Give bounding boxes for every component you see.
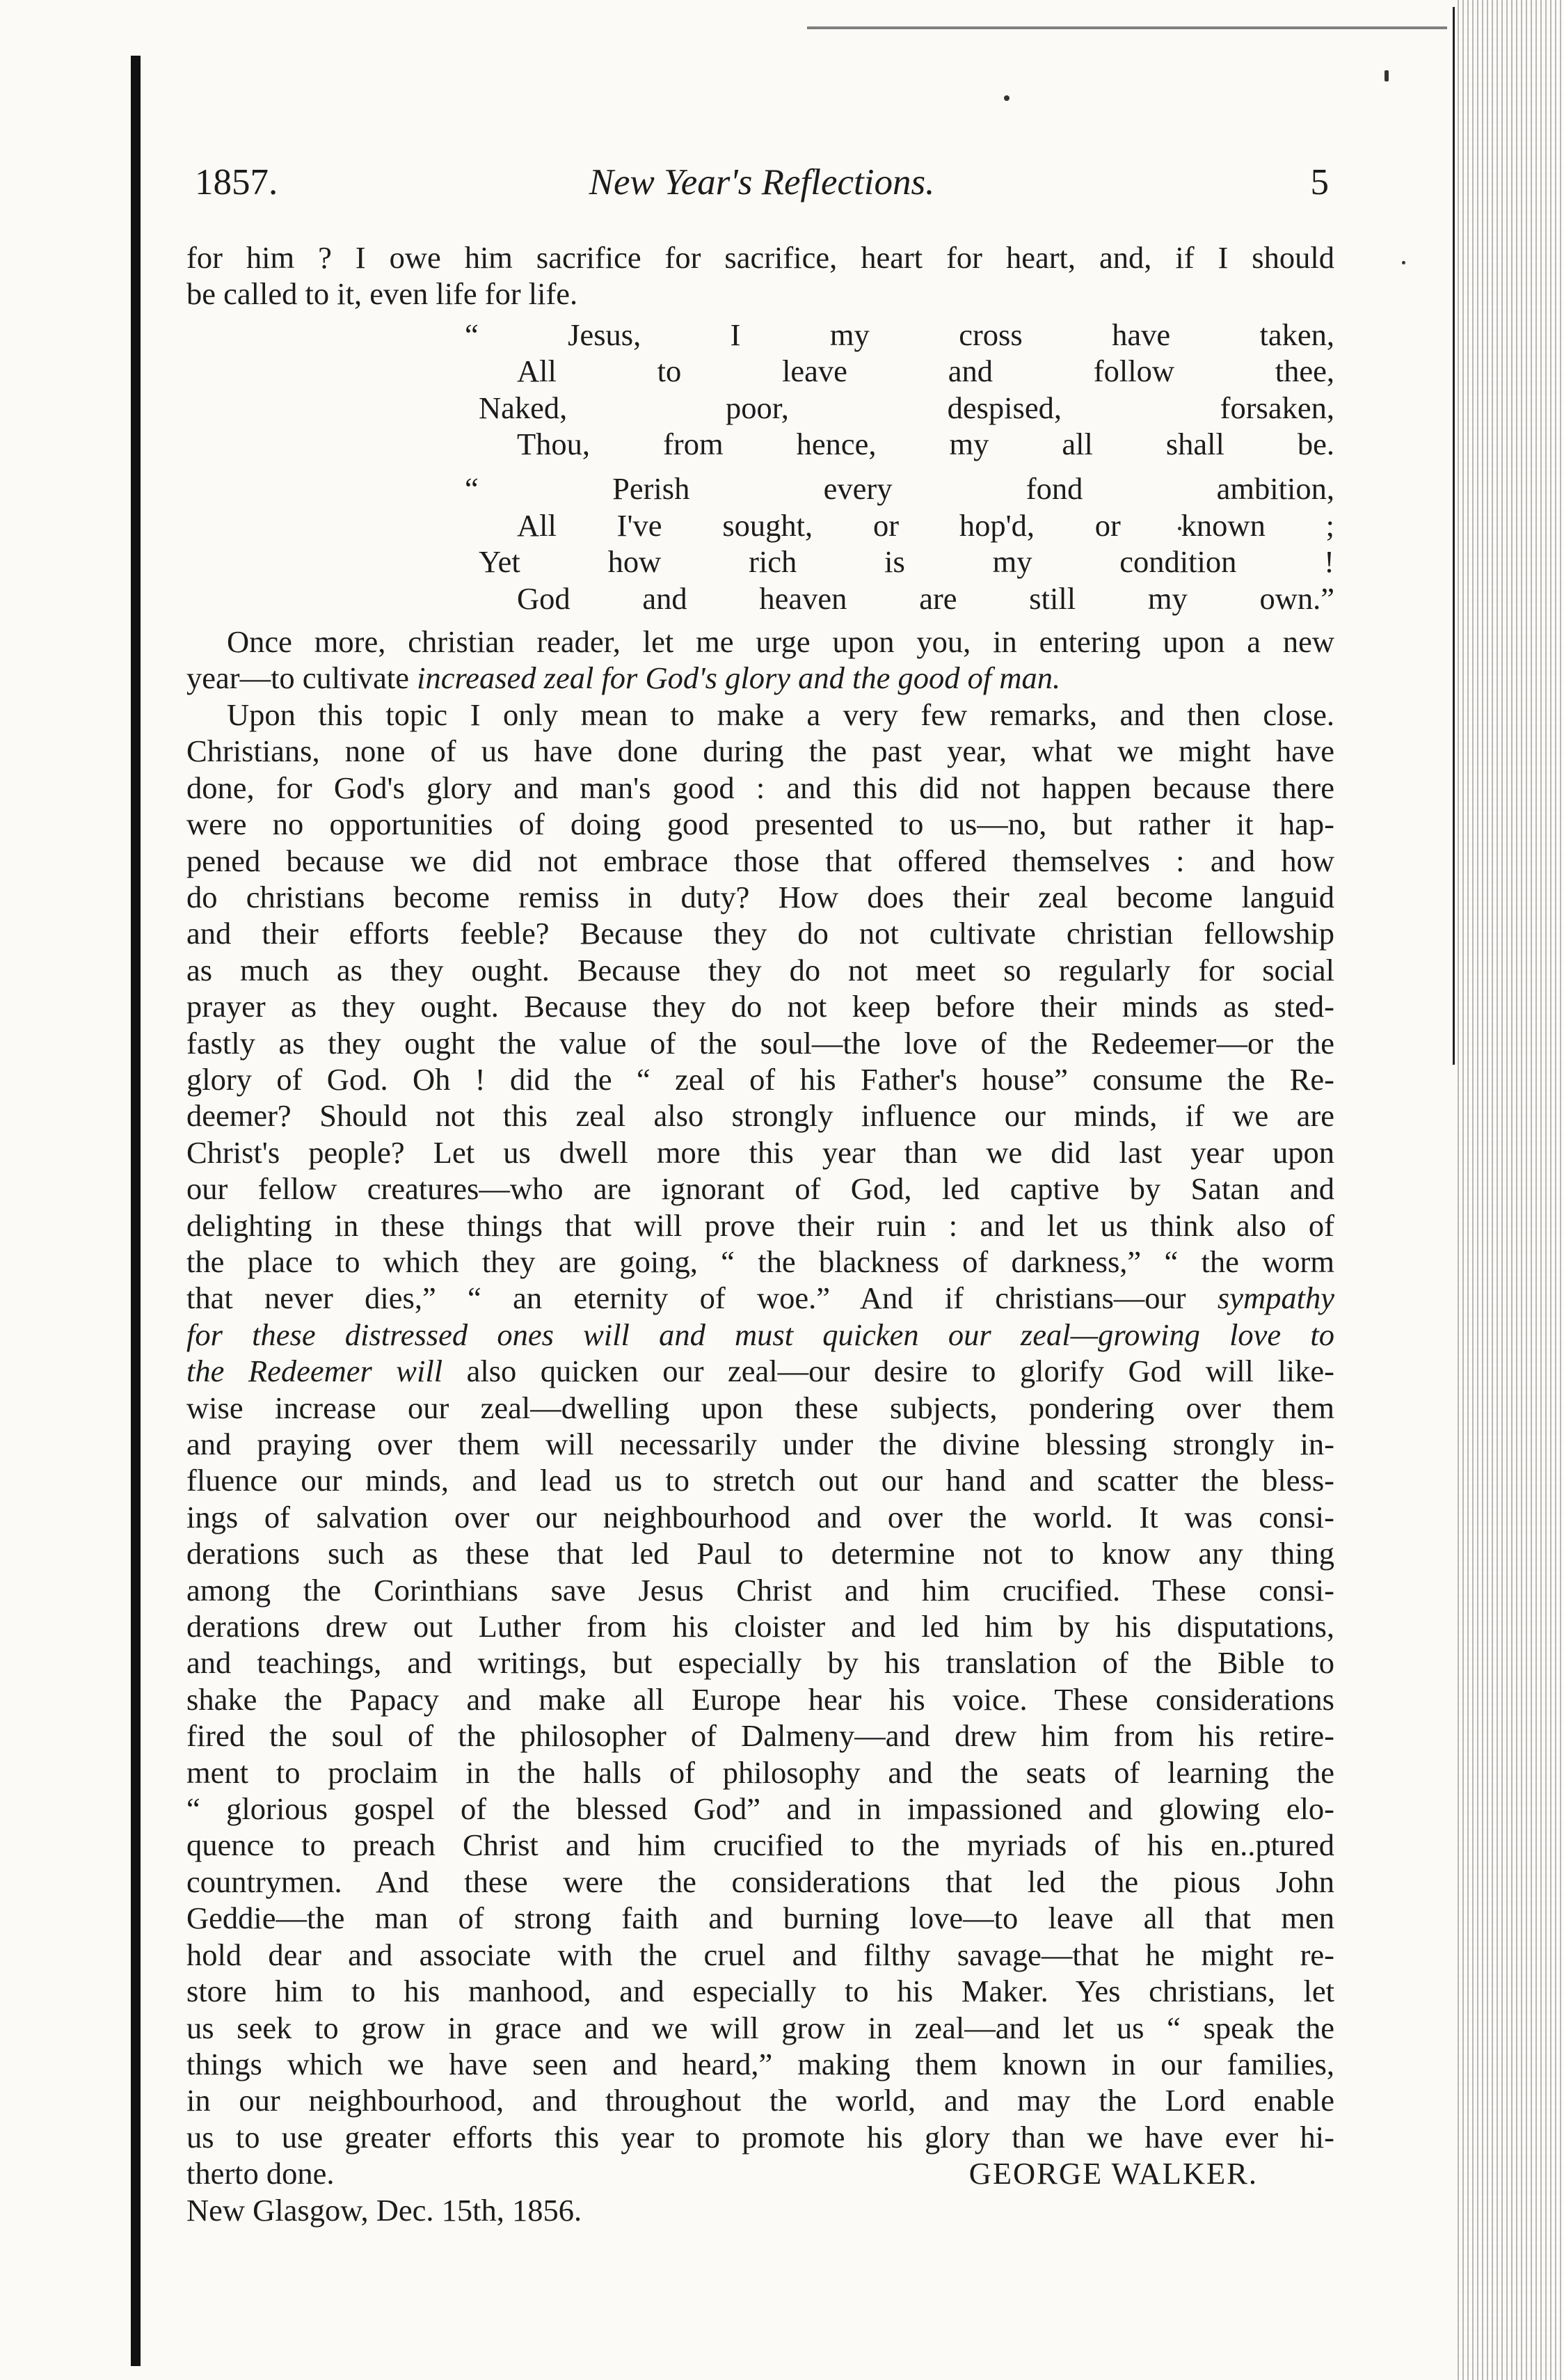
text-line bbox=[186, 1280, 1334, 1316]
top-edge-rule bbox=[807, 26, 1447, 29]
text-line: things which we have seen and heard,” making them known in our families, bbox=[186, 2046, 1334, 2081]
closing-line bbox=[186, 2155, 1334, 2191]
hymn-quote bbox=[186, 317, 1334, 617]
text-line: derations drew out Luther from his cloister and led him by his disputations, bbox=[186, 1609, 1334, 1644]
text-line: be called to it, even life for life. bbox=[186, 276, 578, 312]
text-line: ings of salvation over our neighbourhood and over the world. It was consi- bbox=[186, 1499, 1334, 1534]
text-line: do christians become remiss in duty? How does their zeal become languid bbox=[186, 879, 1334, 914]
text-span: also quicken our zeal—our desire to glorify God will like- bbox=[442, 1354, 1334, 1389]
text-line: ment to proclaim in the halls of philosophy and the seats of learning the bbox=[186, 1754, 1334, 1790]
text-line: glory of God. Oh ! did the “ zeal of his Father's house” consume the Re- bbox=[186, 1061, 1334, 1097]
text-span: therto done. bbox=[186, 2156, 335, 2191]
text-line bbox=[186, 1317, 1334, 1353]
text-line: fired the soul of the philosopher of Dalmeny—and drew him from his retire- bbox=[186, 1718, 1334, 1754]
page-edge-line bbox=[1453, 7, 1455, 1065]
header-year: 1857. bbox=[195, 162, 278, 203]
text-line: Geddie—the man of strong faith and burning love—to leave all that men bbox=[186, 1901, 1334, 1936]
text-line: for him ? I owe him sacrifice for sacrifice, heart for heart, and, if I should bbox=[186, 240, 1334, 275]
text-line: the place to which they are going, “ the blackness of darkness,” “ the worm bbox=[186, 1244, 1334, 1279]
verse-line: Yet how rich is my condition ! bbox=[479, 544, 1334, 580]
text-line: Once more, christian reader, let me urge upon you, in entering upon a new bbox=[227, 624, 1334, 660]
italic-span: for these distressed ones will and must quicken our zeal—growing love to bbox=[186, 1317, 1334, 1352]
verse-line: “ Perish every fond ambition, bbox=[465, 471, 1334, 507]
running-header bbox=[195, 161, 1329, 217]
text-line: hold dear and associate with the cruel and filthy savage—that he might re- bbox=[186, 1937, 1334, 1972]
text-line: quence to preach Christ and him crucified to the myriads of his en..ptured bbox=[186, 1827, 1334, 1863]
text-line: as much as they ought. Because they do not meet so regularly for social bbox=[186, 952, 1334, 987]
body-text bbox=[186, 239, 1334, 2228]
italic-span: the Redeemer will bbox=[186, 1354, 443, 1389]
text-line: us seek to grow in grace and we will grow in zeal—and let us “ speak the bbox=[186, 2010, 1334, 2045]
text-line: and their efforts feeble? Because they do not cultivate christian fellowship bbox=[186, 916, 1334, 951]
speck bbox=[1402, 261, 1405, 264]
text-line bbox=[186, 660, 1334, 696]
italic-span: increased zeal for God's glory and the good of man. bbox=[417, 660, 1061, 696]
text-line: deemer? Should not this zeal also strongly influence our minds, if we are bbox=[186, 1098, 1334, 1134]
italic-span: sympathy bbox=[1217, 1280, 1334, 1316]
text-line: done, for God's glory and man's good : and this did not happen because there bbox=[186, 770, 1334, 805]
speck bbox=[1385, 70, 1389, 81]
text-line: wise increase our zeal—dwelling upon these subjects, pondering over them bbox=[186, 1390, 1334, 1425]
text-line: derations such as these that led Paul to determine not to know any thing bbox=[186, 1536, 1334, 1571]
text-line: and teachings, and writings, but especially by his translation of the Bible to bbox=[186, 1645, 1334, 1681]
text-span: that never dies,” “ an eternity of woe.” And if christians—our bbox=[186, 1280, 1218, 1316]
text-line: Upon this topic I only mean to make a very few remarks, and then close. bbox=[227, 697, 1334, 732]
verse-line: God and heaven are still my own.” bbox=[517, 580, 1334, 616]
text-line: pened because we did not embrace those that offered themselves : and how bbox=[186, 843, 1334, 878]
text-line: delighting in these things that will prove their ruin : and let us think also of bbox=[186, 1207, 1334, 1243]
text-line: among the Corinthians save Jesus Christ and him crucified. These consi- bbox=[186, 1572, 1334, 1608]
page-edge-shadow bbox=[1458, 0, 1564, 2380]
stanza-2 bbox=[186, 470, 1334, 617]
stanza-1 bbox=[186, 317, 1334, 463]
verse-line: All I've sought, or hop'd, or known ; bbox=[517, 507, 1334, 543]
running-title: New Year's Reflections. bbox=[589, 162, 935, 203]
text-line: “ glorious gospel of the blessed God” and in impassioned and glowing elo- bbox=[186, 1791, 1334, 1827]
text-line: countrymen. And these were the considerations that led the pious John bbox=[186, 1864, 1334, 1899]
text-line: fluence our minds, and lead us to stretch out our hand and scatter the bless- bbox=[186, 1463, 1334, 1498]
page-number: 5 bbox=[1310, 162, 1329, 203]
text-span: year—to cultivate bbox=[186, 660, 417, 696]
text-line: in our neighbourhood, and throughout the world, and may the Lord enable bbox=[186, 2083, 1334, 2118]
place-date: New Glasgow, Dec. 15th, 1856. bbox=[186, 2192, 582, 2228]
verse-line: All to leave and follow thee, bbox=[517, 354, 1334, 389]
text-line: Christ's people? Let us dwell more this year than we did last year upon bbox=[186, 1134, 1334, 1170]
text-line bbox=[186, 1353, 1334, 1389]
text-line: were no opportunities of doing good presented to us—no, but rather it hap- bbox=[186, 807, 1334, 842]
author-signature: GEORGE WALKER. bbox=[968, 2156, 1258, 2191]
text-line: prayer as they ought. Because they do not keep before their minds as sted- bbox=[186, 989, 1334, 1024]
text-line: store him to his manhood, and especially to his Maker. Yes christians, let bbox=[186, 1974, 1334, 2009]
text-line: Christians, none of us have done during the past year, what we might have bbox=[186, 733, 1334, 769]
speck bbox=[1004, 95, 1010, 101]
verse-line: Thou, from hence, my all shall be. bbox=[517, 427, 1334, 462]
text-line: us to use greater efforts this year to promote his glory than we have ever hi- bbox=[186, 2119, 1334, 2155]
text-line: shake the Papacy and make all Europe hear his voice. These considerations bbox=[186, 1681, 1334, 1717]
text-line: our fellow creatures—who are ignorant of God, led captive by Satan and bbox=[186, 1171, 1334, 1207]
verse-line: Naked, poor, despised, forsaken, bbox=[479, 390, 1334, 425]
binding-rule bbox=[131, 56, 141, 2366]
verse-line: “ Jesus, I my cross have taken, bbox=[465, 317, 1334, 352]
text-line: fastly as they ought the value of the soul—the love of the Redeemer—or the bbox=[186, 1025, 1334, 1061]
text-line: and praying over them will necessarily under the divine blessing strongly in- bbox=[186, 1427, 1334, 1461]
